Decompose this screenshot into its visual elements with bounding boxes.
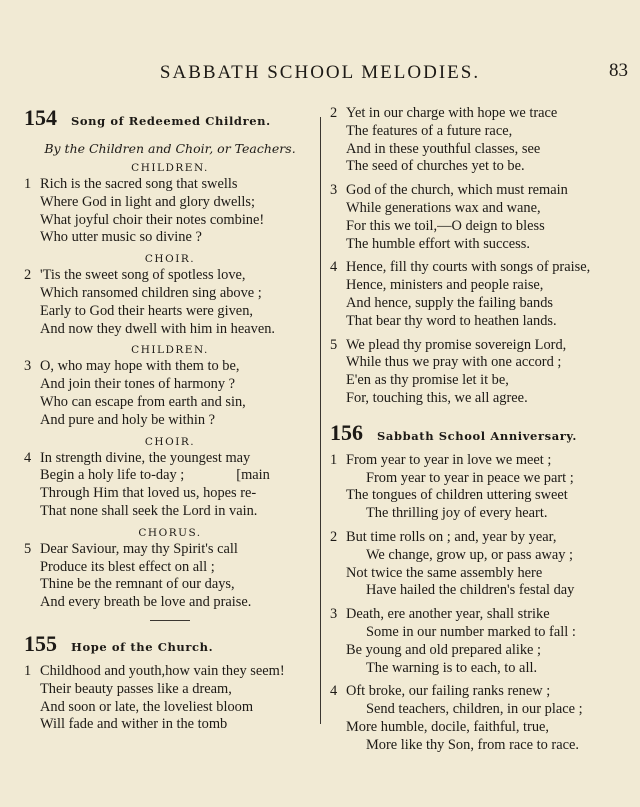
verse-line: And pure and holy be within ? xyxy=(40,411,216,428)
verse-line: 1 From year to year in love we meet ; xyxy=(330,451,552,468)
stanza-number: 3 xyxy=(330,606,338,623)
hymn-156-heading xyxy=(330,420,632,446)
stanza xyxy=(24,541,316,612)
running-title: SABBATH SCHOOL MELODIES. xyxy=(159,62,481,83)
verse-line: And join their tones of harmony ? xyxy=(40,376,236,393)
part-label: CHILDREN. xyxy=(131,344,209,357)
verse-line: 5 Dear Saviour, may thy Spirit's call xyxy=(24,540,238,557)
stanza-number: 1 xyxy=(330,451,338,468)
column-divider xyxy=(320,117,321,724)
stanza-number: 2 xyxy=(330,105,338,121)
stanza xyxy=(330,105,632,176)
stanza-number: 4 xyxy=(24,449,32,466)
right-column xyxy=(330,105,632,761)
runover-text: [main xyxy=(236,467,270,484)
hymn-title: Song of Redeemed Children. xyxy=(71,114,271,128)
stanza-number: 1 xyxy=(24,176,32,192)
verse-line: Their beauty passes like a dream, xyxy=(40,680,232,697)
verse-line: 4 Hence, fill thy courts with songs of praise, xyxy=(330,259,591,276)
verse-line: 3 God of the church, which must remain xyxy=(330,182,568,199)
verse-line: While thus we pray with one accord ; xyxy=(346,354,562,371)
hymn-attribution: By the Children and Choir, or Teachers. xyxy=(44,141,296,156)
verse-line: E'en as thy promise let it be, xyxy=(346,372,509,389)
stanza xyxy=(330,337,632,408)
verse-line: And hence, supply the failing bands xyxy=(346,294,554,311)
verse-line: 2 Yet in our charge with hope we trace xyxy=(330,105,558,121)
verse-line: That bear thy word to heathen lands. xyxy=(346,312,557,329)
stanza xyxy=(24,663,316,734)
stanza-number: 5 xyxy=(24,540,32,557)
verse-line: 3 O, who may hope with them to be, xyxy=(24,358,240,375)
verse-line: Thine be the remnant of our days, xyxy=(40,576,235,593)
stanza xyxy=(330,683,632,754)
stanza xyxy=(24,358,316,429)
verse-line: The thrilling joy of every heart. xyxy=(366,505,548,522)
verse-line: The features of a future race, xyxy=(346,122,513,139)
verse-line: And in these youthful classes, see xyxy=(346,140,541,157)
stanza xyxy=(330,182,632,253)
stanza xyxy=(330,259,632,330)
verse-line: Who can escape from earth and sin, xyxy=(40,393,246,410)
hymn-title: Hope of the Church. xyxy=(71,639,214,654)
hymn-title: Sabbath School Anniversary. xyxy=(377,428,577,443)
part-label: CHOIR. xyxy=(144,435,196,448)
hymn-number: 154 xyxy=(24,105,57,130)
hymn-number: 155 xyxy=(24,630,57,656)
section-divider xyxy=(150,620,190,621)
verse-line: That none shall seek the Lord in vain. xyxy=(40,502,258,519)
verse-line: And now they dwell with him in heaven. xyxy=(40,320,276,337)
left-column xyxy=(24,105,316,740)
verse-line: From year to year in peace we part ; xyxy=(366,469,574,486)
stanza-number: 2 xyxy=(330,528,338,545)
stanza xyxy=(330,529,632,600)
part-label: CHORUS. xyxy=(138,526,202,539)
verse-line: Where God in light and glory dwells; xyxy=(40,193,256,210)
hymn-155-heading xyxy=(24,631,316,657)
stanza-number: 3 xyxy=(24,358,32,375)
verse-line: More humble, docile, faithful, true, xyxy=(346,718,550,735)
verse-line: 4 Oft broke, our failing ranks renew ; xyxy=(330,683,551,700)
stanza xyxy=(24,176,316,247)
stanza-number: 4 xyxy=(330,683,338,700)
verse-line: Some in our number marked to fall : xyxy=(366,623,576,640)
verse-line: What joyful choir their notes combine! xyxy=(40,211,265,228)
stanza-number: 4 xyxy=(330,259,338,276)
verse-line: Who utter music so divine ? xyxy=(40,229,202,246)
verse-line: And every breath be love and praise. xyxy=(40,594,252,611)
verse-line: For this we toil,—O deign to bless xyxy=(346,217,545,234)
stanza-number: 3 xyxy=(330,182,338,199)
page-number: 83 xyxy=(609,60,628,81)
verse-line: Begin a holy life to-day ; [main xyxy=(40,467,270,484)
stanza-number: 2 xyxy=(24,267,32,284)
verse-line: 1 Childhood and youth,how vain they seem! xyxy=(24,662,285,679)
stanza xyxy=(24,267,316,338)
verse-line: Produce its blest effect on all ; xyxy=(40,558,215,575)
verse-line: Hence, ministers and people raise, xyxy=(346,277,544,294)
verse-line: We change, grow up, or pass away ; xyxy=(366,546,574,563)
verse-line: Send teachers, children, in our place ; xyxy=(366,701,583,718)
verse-line: 4 In strength divine, the youngest may xyxy=(24,449,251,466)
stanza-number: 5 xyxy=(330,336,338,353)
verse-line: 1 Rich is the sacred song that swells xyxy=(24,176,238,192)
verse-line: More like thy Son, from race to race. xyxy=(366,736,579,753)
hymn-number: 156 xyxy=(330,419,363,445)
verse-line: The humble effort with success. xyxy=(346,235,530,252)
verse-line: Early to God their hearts were given, xyxy=(40,302,253,319)
verse-line: Be young and old prepared alike ; xyxy=(346,641,542,658)
verse-line: The tongues of children uttering sweet xyxy=(346,487,568,504)
hymn-154-heading xyxy=(24,105,316,131)
verse-line: Which ransomed children sing above ; xyxy=(40,284,262,301)
verse-line: Through Him that loved us, hopes re- xyxy=(40,485,257,502)
verse-line: 5 We plead thy promise sovereign Lord, xyxy=(330,336,567,353)
verse-line: 2 But time rolls on ; and, year by year, xyxy=(330,528,557,545)
stanza-number: 1 xyxy=(24,662,32,679)
verse-line: Have hailed the children's festal day xyxy=(366,582,575,599)
stanza xyxy=(330,606,632,677)
verse-line: And soon or late, the loveliest bloom xyxy=(40,698,254,715)
verse-line: The seed of churches yet to be. xyxy=(346,158,525,175)
verse-line: 2 'Tis the sweet song of spotless love, xyxy=(24,267,246,284)
verse-line: Not twice the same assembly here xyxy=(346,564,543,581)
verse-line: For, touching this, we all agree. xyxy=(346,389,528,406)
verse-line: While generations wax and wane, xyxy=(346,199,541,216)
verse-line: 3 Death, ere another year, shall strike xyxy=(330,606,550,623)
stanza xyxy=(24,450,316,521)
part-label: CHOIR. xyxy=(144,253,196,266)
stanza xyxy=(330,452,632,523)
verse-line: The warning is to each, to all. xyxy=(366,659,538,676)
part-label: CHILDREN. xyxy=(131,162,209,174)
verse-line: Will fade and wither in the tomb xyxy=(40,716,228,733)
